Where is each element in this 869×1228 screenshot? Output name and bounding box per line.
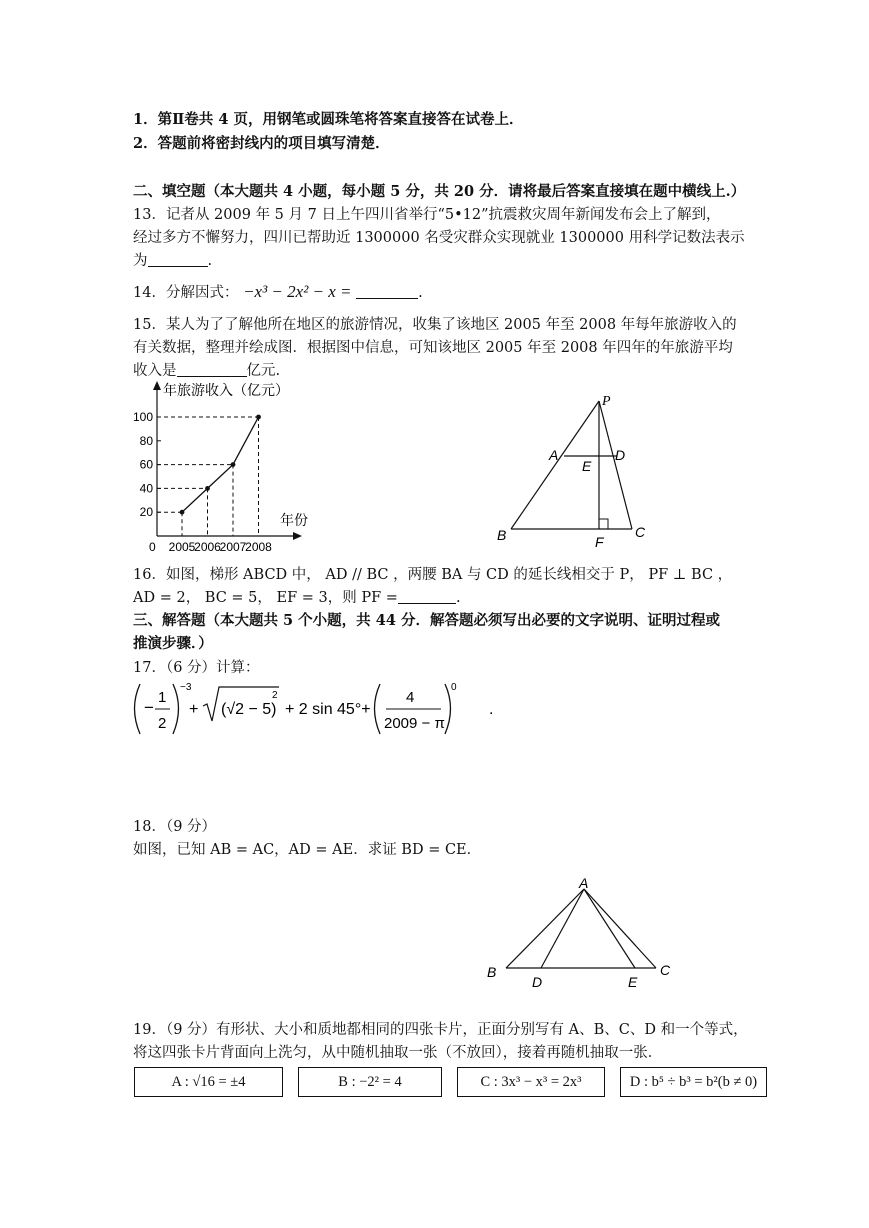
segment-ae [584, 889, 635, 968]
note-1: 1．第Ⅱ卷共 4 页，用钢笔或圆珠笔将答案直接答在试卷上． [133, 111, 524, 128]
chart-data-point [180, 510, 185, 515]
q14-prefix: 14．分解因式： [133, 285, 239, 301]
label-e: E [582, 458, 592, 474]
q14-line [133, 281, 423, 302]
card-d: D : b⁵ ÷ b³ = b²(b ≠ 0) [620, 1067, 767, 1097]
chart-y-tick-label: 60 [139, 457, 153, 472]
side-pc [599, 401, 632, 529]
section-3-heading-1: 三、解答题（本大题共 5 个小题，共 44 分．解答题必须写出必要的文字说明、证明过程或 [133, 612, 720, 629]
svg-text:−: − [144, 698, 154, 717]
chart-x-tick-label: 2005 [168, 540, 196, 554]
label-c: C [660, 962, 671, 978]
svg-text:+: + [189, 701, 199, 718]
tourism-income-chart [125, 378, 325, 558]
q19-line-2: 将这四张卡片背面向上洗匀，从中随机抽取一张（不放回），接着再随机抽取一张． [133, 1045, 663, 1061]
label-f: F [595, 534, 604, 550]
q15-line-1: 15．某人为了了解他所在地区的旅游情况，收集了该地区 2005 年至 2008 年每年旅游收入的 [133, 317, 737, 333]
side-ab [506, 889, 584, 968]
q13-line-1: 13．记者从 2009 年 5 月 7 日上午四川省举行“5•12”抗震救灾周年新闻发布会上了解到， [133, 207, 721, 223]
q15-line-3 [133, 359, 280, 380]
chart-y-tick-label: 80 [139, 433, 153, 448]
label-c: C [635, 524, 646, 540]
chart-y-axis-arrow [153, 381, 161, 390]
paren-left-1 [135, 684, 141, 734]
q16-suffix: . [455, 590, 461, 606]
q16-prefix: AD = 2， BC = 5， EF = 3，则 PF = [133, 590, 398, 606]
chart-x-tick-label: 2006 [194, 540, 221, 554]
chart-data-point [256, 415, 261, 420]
q17-expression [125, 678, 525, 740]
q16-line-2 [133, 586, 461, 607]
q13-answer-blank[interactable] [148, 251, 208, 267]
label-p: P [602, 394, 611, 409]
q14-expression: −x³ − 2x² − x = [243, 282, 352, 301]
section-3-heading-2: 推演步骤．） [133, 635, 213, 652]
label-b: B [487, 964, 497, 980]
side-ac [584, 889, 656, 968]
right-angle-mark [599, 519, 608, 529]
sqrt-radicand: (√2 − 5) [221, 701, 277, 718]
paren-left-2 [375, 684, 381, 734]
q13-suffix: . [207, 253, 213, 269]
chart-x-axis-arrow [293, 532, 302, 540]
chart-x-axis-label: 年份 [280, 512, 308, 528]
q18-title: 18．（9 分） [133, 819, 217, 835]
frac1-numerator: 1 [158, 689, 167, 706]
label-d: D [615, 447, 626, 463]
chart-y-axis-label: 年旅游收入（亿元） [163, 382, 289, 398]
card-a: A : √16 = ±4 [134, 1067, 283, 1097]
chart-y-tick-label: 40 [139, 481, 153, 496]
q16-answer-blank[interactable] [398, 588, 456, 604]
q14-suffix: . [418, 285, 423, 301]
q18-text: 如图，已知 AB = AC，AD = AE．求证 BD = CE． [133, 842, 482, 858]
q13-prefix: 为 [133, 253, 148, 269]
svg-text:2: 2 [272, 690, 278, 701]
frac2-numerator: 4 [406, 689, 415, 706]
card-b: B : −2² = 4 [298, 1067, 442, 1097]
segment-ad [541, 889, 584, 968]
chart-y-tick-label: 100 [132, 410, 153, 424]
chart-x-tick-label: 2007 [219, 540, 247, 554]
trapezoid-figure [490, 388, 660, 553]
chart-x-tick-label: 2008 [245, 540, 272, 554]
label-e: E [628, 974, 638, 990]
q16-line-1: 16．如图，梯形 ABCD 中， AD // BC ，两腰 BA 与 CD 的延长线相交于 P， PF ⊥ BC ， [133, 567, 733, 583]
frac2-denominator: 2009 − π [384, 715, 445, 732]
triangle-figure [480, 873, 680, 993]
paren-right-2 [445, 684, 451, 734]
chart-marks [133, 381, 302, 554]
chart-data-point [205, 486, 210, 491]
chart-y-tick-label: 20 [139, 505, 153, 520]
q17-end: . [489, 701, 494, 718]
q15-suffix: 亿元. [246, 363, 281, 379]
label-d: D [532, 974, 543, 990]
section-2-heading: 二、填空题（本大题共 4 小题，每小题 5 分，共 20 分．请将最后答案直接填在题中横线上.） [133, 183, 746, 200]
q13-line-3 [133, 249, 212, 270]
q13-line-2: 经过多方不懈努力，四川已帮助近 1300000 名受灾群众实现就业 1300000 用科学记数法表示 [133, 230, 745, 246]
frac1-denominator: 2 [158, 715, 167, 732]
exponent-2: 0 [451, 682, 457, 693]
exponent-1: −3 [180, 682, 192, 693]
paren-right-1 [173, 684, 179, 734]
chart-data-point [231, 462, 236, 467]
label-b: B [497, 527, 507, 543]
q15-line-2: 有关数据，整理并绘成图．根据图中信息，可知该地区 2005 年至 2008 年四年的年旅游平均 [133, 340, 733, 356]
q15-answer-blank[interactable] [177, 361, 247, 377]
q19-line-1: 19．（9 分）有形状、大小和质地都相同的四张卡片，正面分别写有 A、B、C、D 和一个等式， [133, 1022, 748, 1038]
label-a: A [579, 875, 589, 891]
card-c: C : 3x³ − x³ = 2x³ [457, 1067, 605, 1097]
chart-origin-label: 0 [149, 540, 156, 554]
q17-title: 17．（6 分）计算： [133, 660, 260, 676]
q14-answer-blank[interactable] [356, 283, 418, 299]
label-a: A [549, 447, 559, 463]
q15-prefix: 收入是 [133, 363, 177, 379]
q17-middle: + 2 sin 45°+ [285, 701, 371, 718]
note-2: 2．答题前将密封线内的项目填写清楚． [133, 135, 390, 152]
